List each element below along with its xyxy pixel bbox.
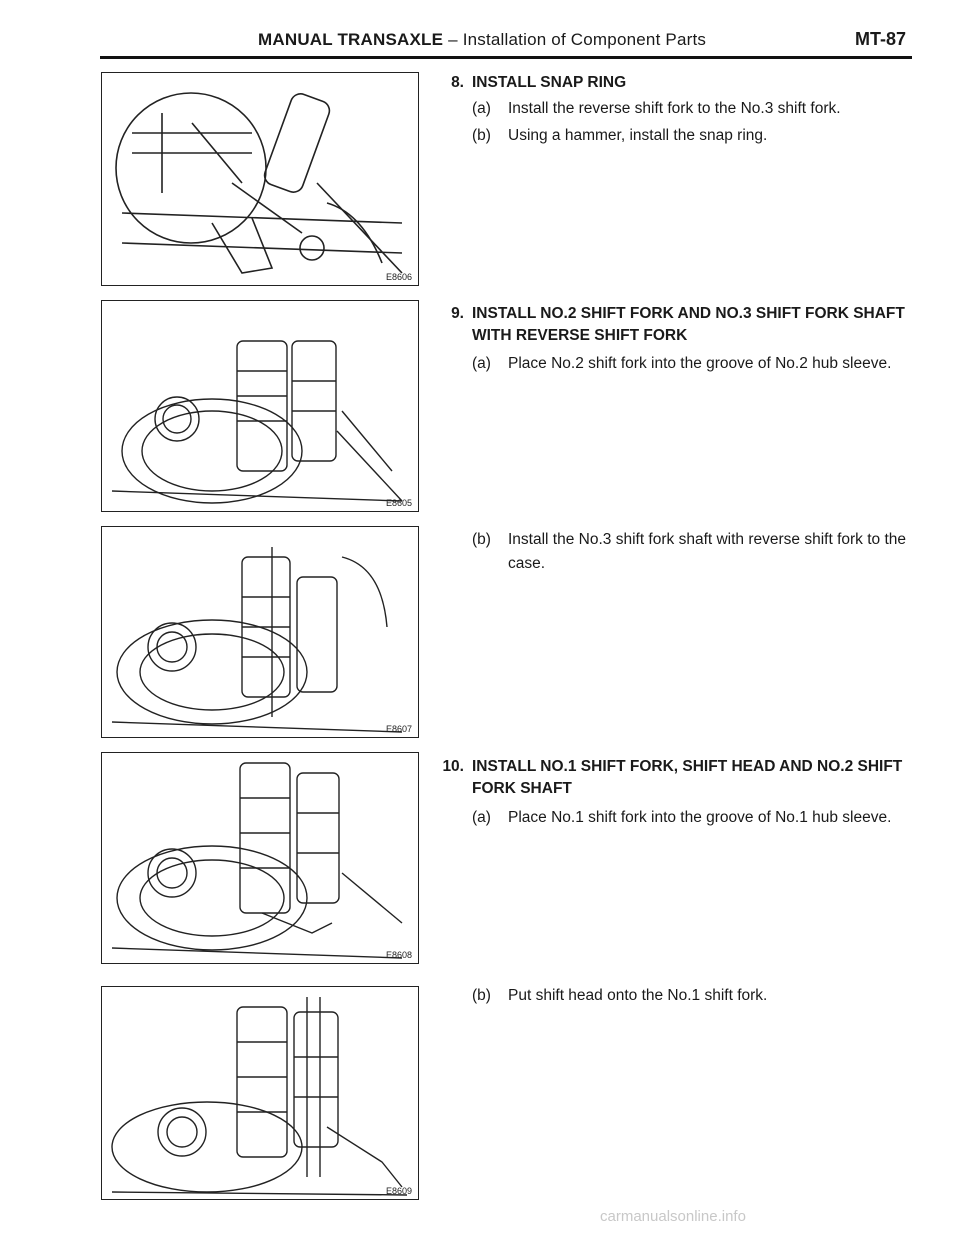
substep-label: (b) — [472, 531, 491, 548]
figure-shift-head — [101, 986, 419, 1200]
section-title: MANUAL TRANSAXLE — [258, 30, 444, 49]
page-header — [100, 28, 912, 59]
snap-ring-illustration — [102, 73, 418, 285]
no2-shift-fork-illustration — [102, 301, 418, 511]
substep-label: (b) — [472, 127, 491, 144]
step-10 — [436, 756, 916, 800]
step-8 — [436, 72, 916, 94]
step-number: 9. — [451, 305, 464, 322]
figure-code: E8607 — [385, 724, 412, 734]
step-10-substep-b — [472, 984, 912, 1008]
header-title — [258, 30, 706, 50]
subsection-title: Installation of Component Parts — [462, 30, 707, 49]
substep-text: Install the No.3 shift fork shaft with reverse shift fork to the case. — [508, 531, 907, 572]
step-heading: INSTALL SNAP RING — [472, 74, 627, 91]
substep-text: Place No.2 shift fork into the groove of No.2 hub sleeve. — [508, 355, 892, 372]
substep-text: Place No.1 shift fork into the groove of No.1 hub sleeve. — [508, 809, 892, 826]
figure-code: E8608 — [385, 950, 412, 960]
watermark: carmanualsonline.info — [600, 1208, 746, 1225]
figure-code: E8606 — [385, 272, 412, 282]
substep-text: Using a hammer, install the snap ring. — [508, 127, 768, 144]
step-heading: INSTALL NO.1 SHIFT FORK, SHIFT HEAD AND NO.2 SHIFT FORK SHAFT — [472, 758, 903, 797]
page-number: MT-87 — [854, 29, 906, 49]
figure-no3-shaft — [101, 526, 419, 738]
header-separator: – — [448, 30, 458, 49]
substep-label: (a) — [472, 355, 491, 372]
no3-shaft-illustration — [102, 527, 418, 737]
substep-text: Install the reverse shift fork to the No.3 shift fork. — [508, 100, 841, 117]
step-10-substep-a — [472, 806, 912, 830]
step-8-substep-b — [472, 124, 912, 148]
figure-snap-ring — [101, 72, 419, 286]
step-number: 8. — [451, 74, 464, 91]
figure-no1-shift-fork — [101, 752, 419, 964]
step-heading: INSTALL NO.2 SHIFT FORK AND NO.3 SHIFT FORK SHAFT WITH REVERSE SHIFT FORK — [472, 305, 905, 344]
step-8-substep-a — [472, 97, 912, 121]
step-number: 10. — [442, 758, 464, 775]
step-9 — [436, 303, 916, 347]
figure-code: E8605 — [385, 498, 412, 508]
shift-head-illustration — [102, 987, 418, 1199]
substep-label: (a) — [472, 100, 491, 117]
substep-label: (a) — [472, 809, 491, 826]
step-9-substep-a — [472, 352, 912, 376]
step-9-substep-b — [472, 528, 912, 576]
figure-no2-shift-fork — [101, 300, 419, 512]
substep-text: Put shift head onto the No.1 shift fork. — [508, 987, 768, 1004]
no1-shift-fork-illustration — [102, 753, 418, 963]
figure-code: E8609 — [385, 1186, 412, 1196]
substep-label: (b) — [472, 987, 491, 1004]
